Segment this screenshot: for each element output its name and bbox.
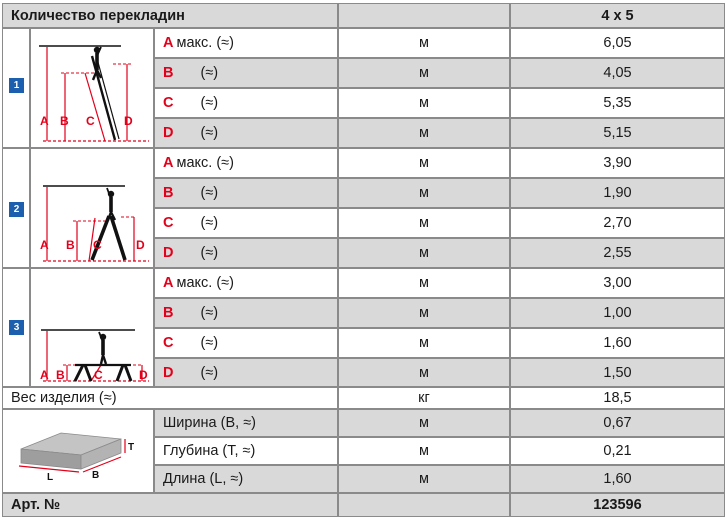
diagram-label: C: [93, 238, 102, 252]
package-width-value: 0,67: [510, 409, 725, 437]
package-label-l: L: [47, 472, 54, 483]
scenario-1-row-c-value: 5,35: [510, 88, 725, 118]
package-label-b: B: [92, 470, 100, 481]
package-length-value: 1,60: [510, 465, 725, 493]
scenario-2-row-b-label: B (≈): [154, 178, 338, 208]
scenario-2-row-d-label: D (≈): [154, 238, 338, 268]
scenario-1-row-b-label: B (≈): [154, 58, 338, 88]
diagram-label: B: [60, 114, 69, 128]
scenario-2-row-b-value: 1,90: [510, 178, 725, 208]
scenario-3-diagram-cell: [30, 268, 154, 387]
scenario-2-row-d-value: 2,55: [510, 238, 725, 268]
package-width-unit: м: [338, 409, 510, 437]
package-depth-unit: м: [338, 437, 510, 465]
package-box-illustration: [3, 409, 154, 493]
scenario-3-number-cell: [2, 268, 30, 387]
diagram-label: C: [94, 368, 103, 382]
package-length-label: Длина (L, ≈): [154, 465, 338, 493]
scenario-3-row-b-value: 1,00: [510, 298, 725, 328]
article-unit-cell: [338, 493, 510, 517]
scenario-2-row-c-unit: м: [338, 208, 510, 238]
scenario-2-row-b-unit: м: [338, 178, 510, 208]
scenario-2-number-cell: [2, 148, 30, 268]
scenario-2-row-a-unit: м: [338, 148, 510, 178]
header-title: Количество перекладин: [2, 3, 338, 28]
diagram-label: A: [40, 368, 49, 382]
scenario-1-row-a-value: 6,05: [510, 28, 725, 58]
article-label: Арт. №: [2, 493, 338, 517]
header-value: 4 x 5: [510, 3, 725, 28]
package-depth-value: 0,21: [510, 437, 725, 465]
scenario-3-row-a-value: 3,00: [510, 268, 725, 298]
scenario-3-row-c-value: 1,60: [510, 328, 725, 358]
scenario-1-row-d-label: D (≈): [154, 118, 338, 148]
weight-value: 18,5: [510, 387, 725, 409]
diagram-label: D: [124, 114, 133, 128]
scenario-1-row-d-unit: м: [338, 118, 510, 148]
scenario-1-row-b-value: 4,05: [510, 58, 725, 88]
package-diagram-cell: [2, 409, 154, 493]
package-length-unit: м: [338, 465, 510, 493]
scenario-3-row-c-label: C (≈): [154, 328, 338, 358]
scenario-2-row-a-value: 3,90: [510, 148, 725, 178]
diagram-label: B: [66, 238, 75, 252]
scenario-3-row-a-unit: м: [338, 268, 510, 298]
weight-label: Вес изделия (≈): [2, 387, 338, 409]
scenario-2-row-a-label: A макс. (≈): [154, 148, 338, 178]
scenario-1-number-cell: [2, 28, 30, 148]
scenario-3-row-c-unit: м: [338, 328, 510, 358]
leaning-ladder-illustration: [31, 28, 154, 148]
diagram-label: C: [86, 114, 95, 128]
scenario-1-row-d-value: 5,15: [510, 118, 725, 148]
package-label-t: T: [128, 442, 135, 453]
scenario-1-row-c-label: C (≈): [154, 88, 338, 118]
diagram-label: A: [40, 238, 49, 252]
scenario-3-badge: 3: [9, 320, 24, 335]
article-value: 123596: [510, 493, 725, 517]
scenario-3-row-d-label: D (≈): [154, 358, 338, 387]
weight-unit: кг: [338, 387, 510, 409]
trestle-platform-illustration: [31, 268, 154, 387]
scenario-2-row-c-label: C (≈): [154, 208, 338, 238]
package-width-label: Ширина (B, ≈): [154, 409, 338, 437]
package-depth-label: Глубина (T, ≈): [154, 437, 338, 465]
header-unit: [338, 3, 510, 28]
scenario-2-row-c-value: 2,70: [510, 208, 725, 238]
diagram-label: D: [136, 238, 145, 252]
scenario-1-row-b-unit: м: [338, 58, 510, 88]
scenario-1-badge: 1: [9, 78, 24, 93]
scenario-1-row-c-unit: м: [338, 88, 510, 118]
scenario-3-row-d-unit: м: [338, 358, 510, 387]
spec-table: [2, 3, 725, 517]
diagram-label: A: [40, 114, 49, 128]
scenario-3-row-a-label: A макс. (≈): [154, 268, 338, 298]
scenario-2-diagram-cell: [30, 148, 154, 268]
diagram-label: D: [139, 368, 148, 382]
a-frame-ladder-illustration: [31, 148, 154, 268]
scenario-3-row-b-label: B (≈): [154, 298, 338, 328]
scenario-3-row-d-value: 1,50: [510, 358, 725, 387]
scenario-1-row-a-unit: м: [338, 28, 510, 58]
scenario-2-row-d-unit: м: [338, 238, 510, 268]
diagram-label: B: [56, 368, 65, 382]
scenario-1-row-a-label: A макс. (≈): [154, 28, 338, 58]
scenario-1-diagram-cell: [30, 28, 154, 148]
scenario-2-badge: 2: [9, 202, 24, 217]
scenario-3-row-b-unit: м: [338, 298, 510, 328]
